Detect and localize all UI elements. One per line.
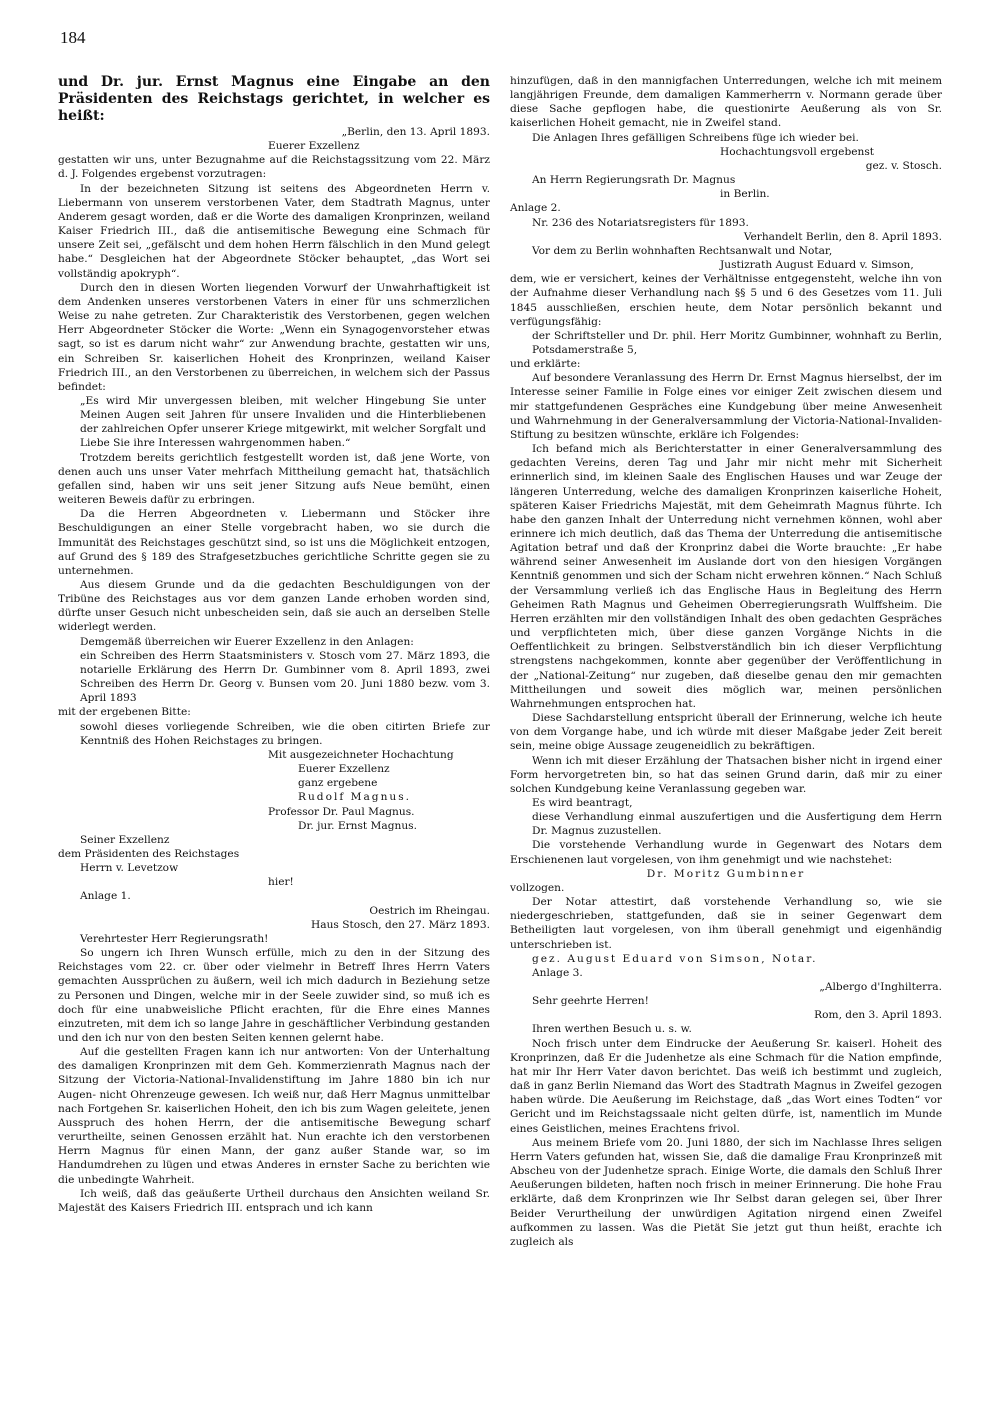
right-paragraph: Justizrath August Eduard v. Simson, bbox=[720, 259, 914, 272]
right-paragraph: Vor dem zu Berlin wohnhaften Rechtsanwalt und Notar, bbox=[532, 244, 833, 257]
left-paragraph: hier! bbox=[268, 876, 294, 889]
left-paragraph: Professor Dr. Paul Magnus. bbox=[268, 805, 415, 818]
right-paragraph: hinzufügen, daß in den mannigfachen Unterredungen, welche ich mit meinem langjährigen Freunde, dem damaligen Kammerherrn v. Normann gerade über diese Sache gepflogen habe, die questionirte Aeußerung als von Sr. kaiserlichen Hoheit gemacht, nie in Zweifel stand. bbox=[510, 75, 942, 130]
left-paragraph: In der bezeichneten Sitzung ist seitens des Abgeordneten Herrn v. Liebermann von unserem verstorbenen Vater, dem Stadtrath Magnus, unter Anderem gesagt worden, daß er die Worte des damaligen Kronprinzen, weiland Kaiser Friedrich III., daß die antisemitische Bewegung eine Schmach für unsere Zeit sei, „gefälscht und dem hohen Herrn fälschlich in den Mund gelegt habe.“ Desgleichen hat der Abgeordnete Stöcker behauptet, „das Wort sei vollständig apokryph“. bbox=[58, 182, 490, 280]
left-paragraph: mit der ergebenen Bitte: bbox=[58, 706, 191, 719]
right-paragraph: Anlage 2. bbox=[510, 202, 561, 215]
right-paragraph: gez. August Eduard von Simson, Notar. bbox=[532, 952, 818, 965]
left-paragraph: Mit ausgezeichneter Hochachtung bbox=[268, 748, 454, 761]
right-paragraph: Dr. Moritz Gumbinner bbox=[646, 867, 806, 880]
right-paragraph: Sehr geehrte Herren! bbox=[532, 995, 649, 1008]
left-paragraph: „Es wird Mir unvergessen bleiben, mit welcher Hingebung Sie unter Meinen Augen seit Jahren für unsere Invaliden und die Hinterbliebenen der zahlreichen Opfer unserer Kriege mitgewirkt, mit welcher Sorgfalt und Liebe Sie ihre Interessen wahrgenommen haben.“ bbox=[80, 394, 486, 450]
left-paragraph: Ich weiß, daß das geäußerte Urtheil durchaus den Ansichten weiland Sr. Majestät des Kaisers Friedrich III. entsprach und ich kann bbox=[58, 1187, 490, 1214]
left-paragraph: und Dr. jur. Ernst Magnus eine Eingabe an den Präsidenten des Reichstags gerichtet, in welcher es heißt: bbox=[58, 74, 490, 124]
right-paragraph: gez. v. Stosch. bbox=[865, 159, 942, 172]
left-paragraph: gestatten wir uns, unter Bezugnahme auf die Reichstagssitzung vom 22. März d. J. Folgendes ergebenst vorzutragen: bbox=[58, 154, 490, 181]
left-paragraph: Euerer Exzellenz bbox=[298, 763, 390, 776]
left-paragraph: Auf die gestellten Fragen kann ich nur antworten: Von der Unterhaltung des damaligen Kronprinzen mit dem Geh. Kommerzienrath Magnus nach der Sitzung der Victoria-National-Invalidenstiftung im Jahre 1880 bin ich nur Augen- nicht Ohrenzeuge gewesen. Ich weiß nur, daß Herr Magnus unmittelbar nach Fortgehen Sr. kaiserlichen Hoheit, den ich bis zum Wagen geleitete, jenen Ausspruch des hohen Herrn, der die antisemitische Bewegung scharf verurtheilte, seinen Genossen erzählt hat. Nun erachte ich den verstorbenen Herrn Magnus für einen Mann, der ganz außer Stande war, so im Handumdrehen zu lügen und etwas Anderes in ernster Sache zu berichten wie die unbedingte Wahrheit. bbox=[58, 1046, 490, 1186]
left-paragraph: Durch den in diesen Worten liegenden Vorwurf der Unwahrhaftigkeit ist dem Andenken unseres verstorbenen Vaters in einer für uns schmerzlichen Weise zu nahe getreten. Zur Charakteristik des Verstorbenen, gegen welchen Herr Abgeordneter Stöcker die Worte: „Wenn ein Synagogenvorsteher etwas sagt, so ist es darum nicht wahr“ zur Anwendung brachte, gestatten wir uns, ein Schreiben Sr. kaiserlichen Hoheit des Kronprinzen, weiland Kaiser Friedrich III., an den Verstorbenen zu überreichen, in welchem sich der Passus befindet: bbox=[58, 281, 490, 393]
left-paragraph: Herrn v. Levetzow bbox=[80, 862, 179, 875]
left-paragraph: Haus Stosch, den 27. März 1893. bbox=[311, 918, 490, 931]
left-paragraph: Verehrtester Herr Regierungsrath! bbox=[80, 932, 269, 945]
left-paragraph: Seiner Exzellenz bbox=[80, 833, 170, 846]
left-paragraph: Dr. jur. Ernst Magnus. bbox=[298, 819, 417, 832]
left-paragraph: „Berlin, den 13. April 1893. bbox=[341, 126, 490, 138]
right-paragraph: Es wird beantragt, bbox=[532, 796, 633, 809]
right-paragraph: „Albergo d'Inghilterra. bbox=[819, 981, 942, 993]
right-paragraph: Diese Sachdarstellung entspricht überall der Erinnerung, welche ich heute von dem Vorgange habe, und ich würde mit dieser Maßgabe jeder Zeit bereit sein, meine obige Aussage zeugeneidlich zu bekräftigen. bbox=[510, 712, 942, 753]
right-paragraph: und erklärte: bbox=[510, 358, 581, 371]
right-paragraph: diese Verhandlung einmal auszufertigen und die Ausfertigung dem Herrn Dr. Magnus zuzustellen. bbox=[532, 811, 942, 838]
right-paragraph: Aus meinem Briefe vom 20. Juni 1880, der sich im Nachlasse Ihres seligen Herrn Vaters gefunden hat, wissen Sie, daß die damalige Frau Kronprinzeß mit Abscheu von der Judenhetze sprach. Einige Worte, die damals den Schluß Ihrer Aeußerungen bildeten, haften noch frisch in meiner Erinnerung. Die hohe Frau erklärte, daß dem Kronprinzen wie Ihr Selbst daran gelegen sei, über Ihrer Beider Verurtheilung der unwürdigen Agitation nirgend einen Zweifel aufkommen zu lassen. Was die Pietät Sie jetzt gut thun heißt, erachte ich zugleich als bbox=[510, 1136, 942, 1248]
right-paragraph: in Berlin. bbox=[720, 188, 770, 201]
right-paragraph: der Schriftsteller und Dr. phil. Herr Moritz Gumbinner, wohnhaft zu Berlin, Potsdamerstraße 5, bbox=[532, 329, 942, 356]
left-paragraph: Oestrich im Rheingau. bbox=[369, 904, 490, 917]
left-column bbox=[58, 74, 490, 1215]
left-paragraph: sowohl dieses vorliegende Schreiben, wie die oben citirten Briefe zur Kenntniß des Hohen Reichstages zu bringen. bbox=[80, 720, 490, 747]
right-paragraph: An Herrn Regierungsrath Dr. Magnus bbox=[532, 174, 736, 187]
left-paragraph: Demgemäß überreichen wir Euerer Exzellenz in den Anlagen: bbox=[80, 635, 414, 648]
right-paragraph: Rom, den 3. April 1893. bbox=[814, 1009, 942, 1022]
left-paragraph: dem Präsidenten des Reichstages bbox=[58, 847, 240, 860]
right-paragraph: Ich befand mich als Berichterstatter in einer Generalversammlung des gedachten Vereins, deren Tag und Jahr mir nicht mehr mit Sicherheit erinnerlich sind, im kleinen Saale des Englischen Hauses und war Zeuge der längeren Unterredung, welche des damaligen Kronprinzen kaiserliche Hoheit, späteren Kaiser Friedrichs Majestät, mit dem Geheimrath Magnus führte. Ich habe den ganzen Inhalt der Unterredung nicht vernehmen können, wohl aber erinnere ich mich deutlich, daß das Thema der Unterredung die antisemitische Agitation betraf und daß der Kronprinz dabei die Worte brauchte: „Er habe während seiner Anwesenheit im Auslande dort von den hiesigen Vorgängen Kenntniß genommen und sich der Scham nicht erwehren können.“ Nach Schluß der Versammlung verließ ich das Englische Haus in Begleitung des Herrn Geheimen Rath Magnus und Geheimen Oberregierungsrath Wulffsheim. Die Herren erzählten mir den vollständigen Inhalt des oben gedachten Gespräches und verpflichteten mich, über diese ganzen Vorgänge Nichts in die Oeffentlichkeit zu bringen. Selbstverständlich bin ich dieser Verpflichtung strengstens nachgekommen, konnte aber gegenüber der Veröffentlichung in der „National-Zeitung“ nur zugeben, daß dieselbe genau den mir gemachten Mittheilungen und soweit dies möglich war, meinen persönlichen Wahrnehmungen entsprochen hat. bbox=[510, 443, 942, 710]
right-paragraph: Nr. 236 des Notariatsregisters für 1893. bbox=[532, 216, 749, 229]
right-paragraph: vollzogen. bbox=[510, 881, 565, 894]
right-paragraph: dem, wie er versichert, keines der Verhältnisse entgegensteht, welche ihn von der Aufnahme dieser Verhandlung nach §§ 5 und 6 des Gesetzes vom 11. Juli 1845 ausschließen, erschien heute, dem Notar persönlich bekannt und verfügungsfähig: bbox=[510, 273, 942, 328]
right-paragraph: Hochachtungsvoll ergebenst bbox=[720, 145, 875, 158]
right-paragraph: Noch frisch unter dem Eindrucke der Aeußerung Sr. kaiserl. Hoheit des Kronprinzen, daß Er die Judenhetze als eine Schmach für die Nation empfinde, hat mir Ihr Herr Vater davon berichtet. Das weiß ich bestimmt und zugleich, daß in ganz Berlin Niemand das Wort des Stadtrath Magnus in Zweifel gezogen haben würde. Die Aeußerung im Reichstage, daß „das Wort eines Todten“ vor Gericht und im Reichstagssaale nicht gelten dürfe, ist, namentlich im Munde eines Geistlichen, meines Erachtens frivol. bbox=[510, 1037, 942, 1135]
left-paragraph: Euerer Exzellenz bbox=[268, 140, 360, 153]
left-paragraph: Anlage 1. bbox=[80, 890, 131, 903]
right-paragraph: Verhandelt Berlin, den 8. April 1893. bbox=[743, 230, 942, 243]
left-paragraph: ein Schreiben des Herrn Staatsministers v. Stosch vom 27. März 1893, die notarielle Erklärung des Herrn Dr. Gumbinner vom 8. April 1893, zwei Schreiben des Herrn Dr. Georg v. Bunsen vom 20. Juni 1880 bezw. vom 3. April 1893 bbox=[80, 649, 490, 705]
left-paragraph: Trotzdem bereits gerichtlich festgestellt worden ist, daß jene Worte, von denen auch uns unser Vater mehrfach Mittheilung gemacht hat, thatsächlich gefallen sind, haben wir uns seit jener Sitzung aufs Neue bemüht, einen weiteren Beweis dafür zu erbringen. bbox=[58, 451, 490, 507]
left-paragraph: Rudolf Magnus. bbox=[298, 791, 412, 804]
right-paragraph: Die Anlagen Ihres gefälligen Schreibens füge ich wieder bei. bbox=[532, 131, 859, 144]
left-paragraph: Aus diesem Grunde und da die gedachten Beschuldigungen von der Tribüne des Reichstages aus vor dem ganzen Lande erhoben worden sind, dürfte unser Gesuch nicht unbescheiden sein, daß sie auch an derselben Stelle widerlegt werden. bbox=[58, 579, 490, 634]
left-paragraph: Da die Herren Abgeordneten v. Liebermann und Stöcker ihre Beschuldigungen an einer Stelle vorgebracht haben, wo sie durch die Immunität des Reichstages geschützt sind, so ist uns die Möglichkeit entzogen, auf Grund des § 189 des Strafgesetzbuches gerichtliche Schritte gegen sie zu unternehmen. bbox=[58, 508, 490, 577]
left-paragraph: So ungern ich Ihren Wunsch erfülle, mich zu den in der Sitzung des Reichstages vom 22. cr. über oder vielmehr in Betreff Ihres Herrn Vaters gemachten Aussprüchen zu äußern, weil ich mich dadurch in Beziehung setze zu Personen und Dingen, welche mir in der Seele zuwider sind, so muß ich es doch für eine unabweisliche Pflicht erachten, für die Ehre eines Mannes einzutreten, mit dem ich so lange Jahre in geschäftlicher Verbindung gestanden und den ich nur von den besten Seiten kennen gelernt habe. bbox=[58, 947, 490, 1044]
right-paragraph: Anlage 3. bbox=[532, 966, 583, 979]
right-paragraph: Wenn ich mit dieser Erzählung der Thatsachen bisher nicht in irgend einer Form hervorgetreten bin, so hat das seinen Grund darin, daß mir zu einer solchen Kundgebung keine Veranlassung gegeben war. bbox=[510, 754, 942, 795]
right-paragraph: Der Notar attestirt, daß vorstehende Verhandlung so, wie sie niedergeschrieben, stattgefunden, daß sie in seiner Gegenwart dem Betheiligten laut vorgelesen, von ihm überall genehmigt und eigenhändig unterschrieben ist. bbox=[510, 896, 942, 951]
right-paragraph: Auf besondere Veranlassung des Herrn Dr. Ernst Magnus hierselbst, der im Interesse seiner Familie in Folge eines vor einiger Zeit zwischen diesem und mir stattgefundenen Gespräches eine Kundgebung über meine Anwesenheit und Wahrnehmung in der Generalversammlung der Victoria-National-Invaliden-Stiftung zu besitzen wünschte, erkläre ich Folgendes: bbox=[510, 372, 942, 441]
right-paragraph: Die vorstehende Verhandlung wurde in Gegenwart des Notars dem Erschienenen laut vorgelesen, von ihm genehmigt und wie nachstehet: bbox=[510, 839, 942, 866]
right-paragraph: Ihren werthen Besuch u. s. w. bbox=[532, 1023, 692, 1036]
page-number: 184 bbox=[60, 28, 86, 47]
right-column bbox=[510, 74, 942, 1249]
left-paragraph: ganz ergebene bbox=[298, 777, 378, 790]
